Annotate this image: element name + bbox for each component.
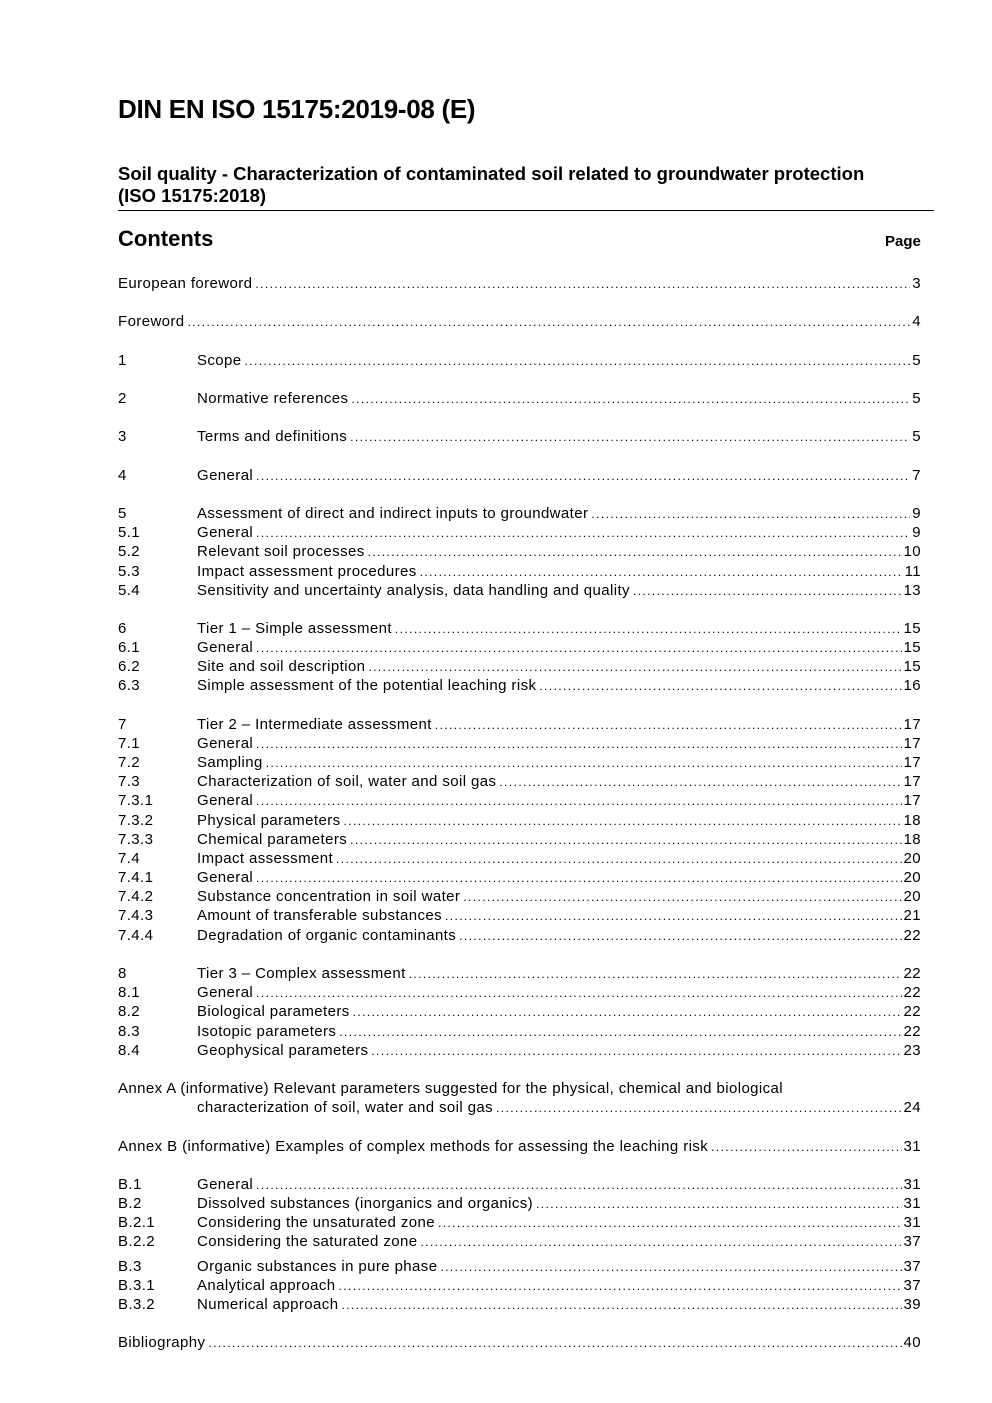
toc-dot-leader: [208, 1334, 901, 1353]
toc-entry-number: B.3.1: [118, 1277, 156, 1294]
toc-entry-title: General: [197, 467, 254, 484]
toc-entry-title: Normative references: [197, 390, 349, 407]
toc-entry-page: 10: [903, 543, 921, 560]
toc-entry-page: 37: [903, 1258, 921, 1275]
toc-dot-leader: [591, 505, 910, 524]
toc-dot-leader: [463, 888, 901, 907]
toc-entry-page: 20: [903, 869, 921, 886]
toc-entry-title: General: [197, 984, 254, 1001]
toc-entry-title: Impact assessment: [197, 850, 334, 867]
toc-dot-leader: [256, 735, 901, 754]
toc-entry-page: 17: [903, 792, 921, 809]
toc-entry-number: 5: [118, 505, 127, 522]
toc-dot-leader: [339, 1023, 901, 1042]
toc-entry-number: 5.1: [118, 524, 141, 541]
toc-entry-number: 7: [118, 716, 127, 733]
toc-entry[interactable]: [118, 581, 921, 600]
toc-dot-leader: [459, 927, 901, 946]
toc-entry-title: Degradation of organic contaminants: [197, 927, 457, 944]
toc-entry[interactable]: [118, 753, 921, 772]
toc-dot-leader: [496, 1099, 901, 1118]
toc-entry-title: Geophysical parameters: [197, 1042, 369, 1059]
toc-entry[interactable]: [118, 734, 921, 753]
toc-entry[interactable]: [118, 1333, 921, 1352]
toc-dot-leader: [711, 1138, 901, 1157]
toc-entry-title: Annex B (informative) Examples of complex methods for assessing the leaching risk: [118, 1138, 709, 1155]
toc-entry-title: Dissolved substances (inorganics and organics): [197, 1195, 534, 1212]
toc-entry-number: 8.2: [118, 1003, 141, 1020]
toc-entry-page: 22: [903, 984, 921, 1001]
toc-dot-leader: [255, 275, 910, 294]
toc-dot-leader: [344, 812, 902, 831]
toc-entry-number: B.1: [118, 1176, 142, 1193]
toc-entry-number: 6: [118, 620, 127, 637]
toc-dot-leader: [336, 850, 901, 869]
toc-entry-title: Relevant soil processes: [197, 543, 365, 560]
toc-dot-leader: [539, 677, 901, 696]
toc-entry[interactable]: [118, 983, 921, 1002]
toc-entry[interactable]: [118, 849, 921, 868]
toc-entry-page: 15: [903, 620, 921, 637]
toc-entry-number: 7.3.1: [118, 792, 154, 809]
toc-entry-page: 31: [903, 1195, 921, 1212]
toc-dot-leader: [368, 658, 901, 677]
toc-entry[interactable]: [118, 1257, 921, 1276]
toc-entry-number: 7.1: [118, 735, 141, 752]
toc-dot-leader: [368, 543, 902, 562]
toc-entry-number: 2: [118, 390, 127, 407]
toc-entry-page: 5: [912, 428, 921, 445]
toc-entry-page: 9: [912, 505, 921, 522]
toc-entry-page: 7: [912, 467, 921, 484]
toc-entry-number: 7.4.3: [118, 907, 154, 924]
toc-entry[interactable]: [118, 1022, 921, 1041]
toc-entry[interactable]: [118, 1041, 921, 1060]
toc-dot-leader: [256, 1176, 901, 1195]
toc-entry-number: 1: [118, 352, 127, 369]
toc-entry[interactable]: [118, 619, 921, 638]
toc-entry-number: 7.3.3: [118, 831, 154, 848]
toc-entry-page: 5: [912, 352, 921, 369]
toc-entry[interactable]: [118, 427, 921, 446]
toc-entry[interactable]: [118, 887, 921, 906]
toc-entry-number: 7.2: [118, 754, 141, 771]
toc-entry-page: 3: [912, 275, 921, 292]
toc-entry-number: 8.4: [118, 1042, 141, 1059]
toc-entry-title: Physical parameters: [197, 812, 341, 829]
toc-entry-page: 40: [903, 1334, 921, 1351]
toc-entry-title: Amount of transferable substances: [197, 907, 442, 924]
toc-entry-title: Sampling: [197, 754, 263, 771]
toc-entry-title: Characterization of soil, water and soil gas: [197, 773, 497, 790]
page-column-heading: Page: [885, 233, 921, 250]
toc-entry-page: 21: [903, 907, 921, 924]
toc-entry[interactable]: [118, 1175, 921, 1194]
toc-entry[interactable]: [118, 523, 921, 542]
toc-entry-page: 5: [912, 390, 921, 407]
toc-entry-number: 8.3: [118, 1023, 141, 1040]
toc-entry-page: 15: [903, 639, 921, 656]
toc-entry[interactable]: [118, 1002, 921, 1021]
toc-entry-number: 5.2: [118, 543, 141, 560]
toc-entry-number: 8: [118, 965, 127, 982]
toc-dot-leader: [256, 467, 910, 486]
toc-entry[interactable]: [118, 1137, 921, 1156]
toc-entry[interactable]: [118, 964, 921, 983]
toc-entry-page: 9: [912, 524, 921, 541]
toc-dot-leader: [339, 1277, 902, 1296]
toc-entry-number: 7.3.2: [118, 812, 154, 829]
toc-dot-leader: [499, 773, 901, 792]
toc-entry-page: 22: [903, 1003, 921, 1020]
toc-entry-title: Considering the unsaturated zone: [197, 1214, 435, 1231]
toc-entry-number: 5.4: [118, 582, 141, 599]
toc-entry[interactable]: [118, 274, 921, 293]
toc-entry-page: 4: [912, 313, 921, 330]
toc-entry-title: Tier 3 – Complex assessment: [197, 965, 406, 982]
toc-dot-leader: [353, 1003, 902, 1022]
toc-entry-page: 37: [903, 1277, 921, 1294]
toc-dot-leader: [438, 1214, 902, 1233]
toc-entry-number: 6.2: [118, 658, 141, 675]
toc-entry-number: 8.1: [118, 984, 141, 1001]
toc-entry-title: General: [197, 792, 254, 809]
toc-dot-leader: [266, 754, 902, 773]
toc-entry-page: 17: [903, 773, 921, 790]
toc-entry[interactable]: [118, 504, 921, 523]
toc-entry[interactable]: [118, 1098, 921, 1117]
header-rule: [118, 210, 934, 211]
toc-entry-number: 6.1: [118, 639, 141, 656]
toc-dot-leader: [395, 620, 902, 639]
toc-entry-page: 15: [903, 658, 921, 675]
toc-entry[interactable]: [118, 638, 921, 657]
toc-entry-number: 5.3: [118, 563, 141, 580]
toc-annex-a-heading[interactable]: Annex A (informative) Relevant parameters suggested for the physical, chemical and biological: [118, 1080, 784, 1097]
toc-entry-title: characterization of soil, water and soil gas: [197, 1099, 494, 1116]
toc-entry-page: 11: [904, 563, 921, 580]
contents-heading: Contents: [118, 226, 214, 251]
toc-entry-number: 4: [118, 467, 127, 484]
subtitle-line-1: Soil quality - Characterization of contaminated soil related to groundwater protection: [118, 163, 865, 184]
toc-dot-leader: [256, 984, 901, 1003]
toc-entry[interactable]: [118, 389, 921, 408]
toc-entry-page: 17: [903, 754, 921, 771]
toc-entry-title: Simple assessment of the potential leaching risk: [197, 677, 537, 694]
toc-entry[interactable]: [118, 1213, 921, 1232]
toc-dot-leader: [256, 639, 901, 658]
toc-entry-title: Bibliography: [118, 1334, 206, 1351]
toc-entry[interactable]: [118, 830, 921, 849]
toc-entry[interactable]: [118, 772, 921, 791]
toc-entry-title: European foreword: [118, 275, 253, 292]
toc-entry-title: Organic substances in pure phase: [197, 1258, 438, 1275]
toc-entry-page: 16: [903, 677, 921, 694]
toc-entry-number: 7.4.4: [118, 927, 154, 944]
toc-dot-leader: [350, 831, 901, 850]
toc-entry-number: 6.3: [118, 677, 141, 694]
toc-entry-page: 39: [903, 1296, 921, 1313]
toc-entry[interactable]: [118, 312, 921, 331]
toc-dot-leader: [245, 352, 911, 371]
toc-entry-number: B.3: [118, 1258, 142, 1275]
toc-entry[interactable]: [118, 1194, 921, 1213]
toc-entry-title: General: [197, 735, 254, 752]
toc-entry-page: 31: [903, 1138, 921, 1155]
toc-dot-leader: [256, 869, 901, 888]
toc-entry[interactable]: [118, 676, 921, 695]
toc-entry-page: 17: [903, 735, 921, 752]
toc-entry[interactable]: [118, 906, 921, 925]
toc-entry-page: 37: [903, 1233, 921, 1250]
toc-entry-title: Foreword: [118, 313, 185, 330]
toc-entry-number: B.2.1: [118, 1214, 156, 1231]
toc-dot-leader: [371, 1042, 901, 1061]
toc-entry-page: 22: [903, 927, 921, 944]
toc-entry[interactable]: [118, 466, 921, 485]
toc-entry-page: 23: [903, 1042, 921, 1059]
toc-dot-leader: [256, 792, 901, 811]
toc-entry-title: Substance concentration in soil water: [197, 888, 461, 905]
toc-entry-title: Numerical approach: [197, 1296, 339, 1313]
toc-entry-page: 13: [903, 582, 921, 599]
toc-dot-leader: [256, 524, 910, 543]
toc-entry[interactable]: [118, 1295, 921, 1314]
toc-entry[interactable]: [118, 926, 921, 945]
toc-entry-page: 18: [903, 831, 921, 848]
toc-entry-number: 7.4: [118, 850, 141, 867]
toc-entry-number: B.3.2: [118, 1296, 156, 1313]
toc-entry[interactable]: [118, 542, 921, 561]
toc-entry-page: 31: [903, 1176, 921, 1193]
toc-entry-title: Impact assessment procedures: [197, 563, 417, 580]
toc-entry-title: Scope: [197, 352, 242, 369]
toc-dot-leader: [420, 1233, 901, 1252]
toc-entry-title: Isotopic parameters: [197, 1023, 337, 1040]
toc-entry-number: 7.4.1: [118, 869, 154, 886]
toc-entry-number: 7.4.2: [118, 888, 154, 905]
toc-entry[interactable]: [118, 868, 921, 887]
toc-entry[interactable]: [118, 351, 921, 370]
toc-entry-title: Terms and definitions: [197, 428, 348, 445]
toc-entry-title: Sensitivity and uncertainty analysis, data handling and quality: [197, 582, 630, 599]
toc-entry-title: Assessment of direct and indirect inputs to groundwater: [197, 505, 589, 522]
document-subtitle: [118, 163, 933, 207]
toc-entry-number: B.2.2: [118, 1233, 156, 1250]
toc-entry-number: B.2: [118, 1195, 142, 1212]
toc-dot-leader: [341, 1296, 901, 1315]
toc-entry[interactable]: [118, 715, 921, 734]
toc-dot-leader: [440, 1258, 901, 1277]
toc-entry-title: Biological parameters: [197, 1003, 350, 1020]
toc-entry-page: 22: [903, 1023, 921, 1040]
toc-entry-number: 7.3: [118, 773, 141, 790]
toc-entry-title: Analytical approach: [197, 1277, 336, 1294]
toc-entry-title: Tier 1 – Simple assessment: [197, 620, 392, 637]
toc-dot-leader: [409, 965, 902, 984]
toc-entry-page: 31: [903, 1214, 921, 1231]
toc-entry[interactable]: [118, 791, 921, 810]
toc-dot-leader: [351, 390, 910, 409]
toc-entry[interactable]: [118, 562, 921, 581]
toc-dot-leader: [445, 907, 902, 926]
toc-dot-leader: [420, 563, 903, 582]
toc-entry[interactable]: [118, 657, 921, 676]
toc-entry-title: Considering the saturated zone: [197, 1233, 418, 1250]
toc-dot-leader: [633, 582, 902, 601]
toc-entry-page: 17: [903, 716, 921, 733]
toc-dot-leader: [188, 313, 911, 332]
toc-entry-title: Site and soil description: [197, 658, 366, 675]
subtitle-line-2: (ISO 15175:2018): [118, 185, 267, 206]
toc-entry-title: Tier 2 – Intermediate assessment: [197, 716, 432, 733]
toc-entry-title: Chemical parameters: [197, 831, 348, 848]
toc-entry[interactable]: [118, 1276, 921, 1295]
toc-dot-leader: [435, 716, 902, 735]
toc-entry-title: General: [197, 1176, 254, 1193]
toc-entry[interactable]: [118, 811, 921, 830]
toc-entry-title: General: [197, 524, 254, 541]
toc-entry-title: General: [197, 639, 254, 656]
toc-entry-page: 20: [903, 850, 921, 867]
document-title: DIN EN ISO 15175:2019-08 (E): [118, 94, 476, 124]
toc-entry-page: 18: [903, 812, 921, 829]
toc-entry-page: 22: [903, 965, 921, 982]
toc-entry[interactable]: [118, 1232, 921, 1251]
toc-dot-leader: [350, 428, 910, 447]
toc-dot-leader: [536, 1195, 901, 1214]
toc-entry-page: 24: [903, 1099, 921, 1116]
toc-entry-title: General: [197, 869, 254, 886]
toc-entry-page: 20: [903, 888, 921, 905]
toc-entry-number: 3: [118, 428, 127, 445]
